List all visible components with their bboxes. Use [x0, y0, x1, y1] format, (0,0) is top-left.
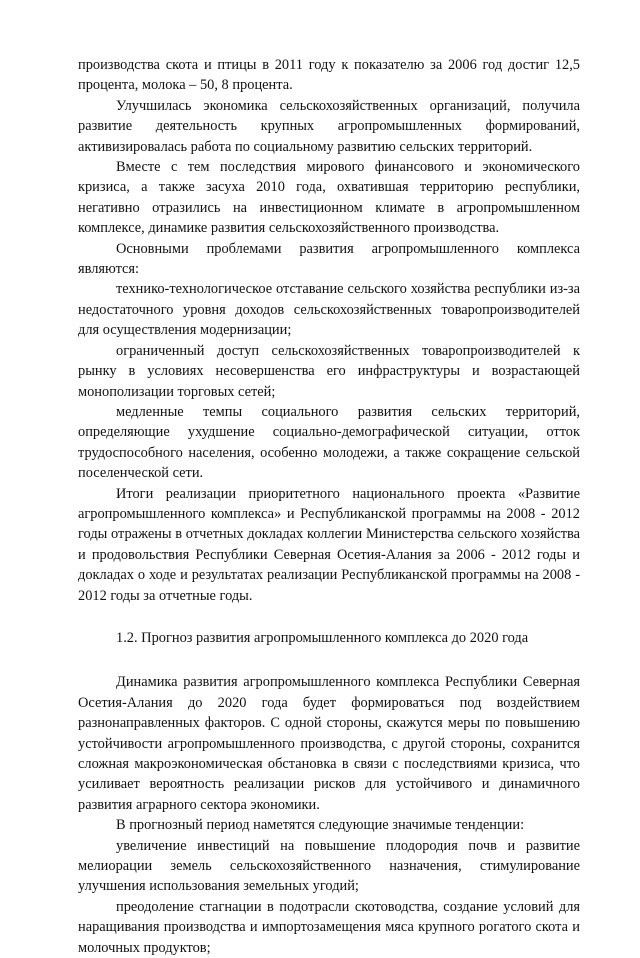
paragraph: Динамика развития агропромышленного комплекса Республики Северная Осетия-Алания до 2020 года будет формироваться под воздействием разнонаправленных факторов. С одной стороны, скажутся меры по повышению устойчивости агропромышленного производства, с другой стороны, сохранится сложная макроэкономическая обстановка в связи с последствиями кризиса, что усиливает вероятность реализации рисков для устойчивого и динамичного развития аграрного сектора экономики.: [78, 674, 580, 813]
paragraph: Улучшилась экономика сельскохозяйственных организаций, получила развитие деятельность крупных агропромышленных формирований, активизировалась работа по социальному развитию сельских территорий.: [78, 97, 580, 155]
list-item: преодоление стагнации в подотрасли скотоводства, создание условий для наращивания производства и импортозамещения мяса крупного рогатого скота и молочных продуктов;: [78, 898, 580, 956]
paragraph: Вместе с тем последствия мирового финансового и экономического кризиса, а также засуха 2010 года, охватившая территорию республики, негативно отразились на инвестиционном климате в агропромышленном комплексе, динамике развития сельскохозяйственного производства.: [78, 159, 580, 237]
list-item: медленные темпы социального развития сельских территорий, определяющие ухудшение социально-демографической ситуации, отток трудоспособного населения, особенно молодежи, а также сокращение сельской поселенческой сети.: [78, 403, 580, 482]
list-item: технико-технологическое отставание сельского хозяйства республики из-за недостаточного уровня доходов сельскохозяйственных товаропроизводителей для осуществления модернизации;: [78, 281, 580, 339]
text-block-before: [78, 55, 580, 606]
paragraph: В прогнозный период наметятся следующие значимые тенденции:: [116, 817, 525, 834]
list-item: ограниченный доступ сельскохозяйственных товаропроизводителей к рынку в условиях несовершенства его инфраструктуры и возрастающей монополизации торговых сетей;: [78, 342, 580, 400]
text-block-after: [78, 672, 580, 958]
paragraph: Итоги реализации приоритетного национального проекта «Развитие агропромышленного комплекса» и Республиканской программы на 2008 - 2012 годы отражены в отчетных докладах коллегии Министерства сельского хозяйства и продовольствия Республики Северная Осетия-Алания за 2006 - 2012 годы и докладах о ходе и результатах реализации Республиканской программы на 2008 - 2012 годы за отчетные годы.: [78, 485, 580, 604]
list-item: увеличение инвестиций на повышение плодородия почв и развитие мелиорации земель сельскохозяйственного назначения, стимулирование улучшения использования земельных угодий;: [78, 837, 580, 895]
paragraph: Основными проблемами развития агропромышленного комплекса являются:: [78, 240, 580, 278]
section-heading: 1.2. Прогноз развития агропромышленного комплекса до 2020 года: [116, 629, 529, 646]
paragraph: производства скота и птицы в 2011 году к показателю за 2006 год достиг 12,5 процента, молока – 50, 8 процента.: [78, 57, 580, 94]
